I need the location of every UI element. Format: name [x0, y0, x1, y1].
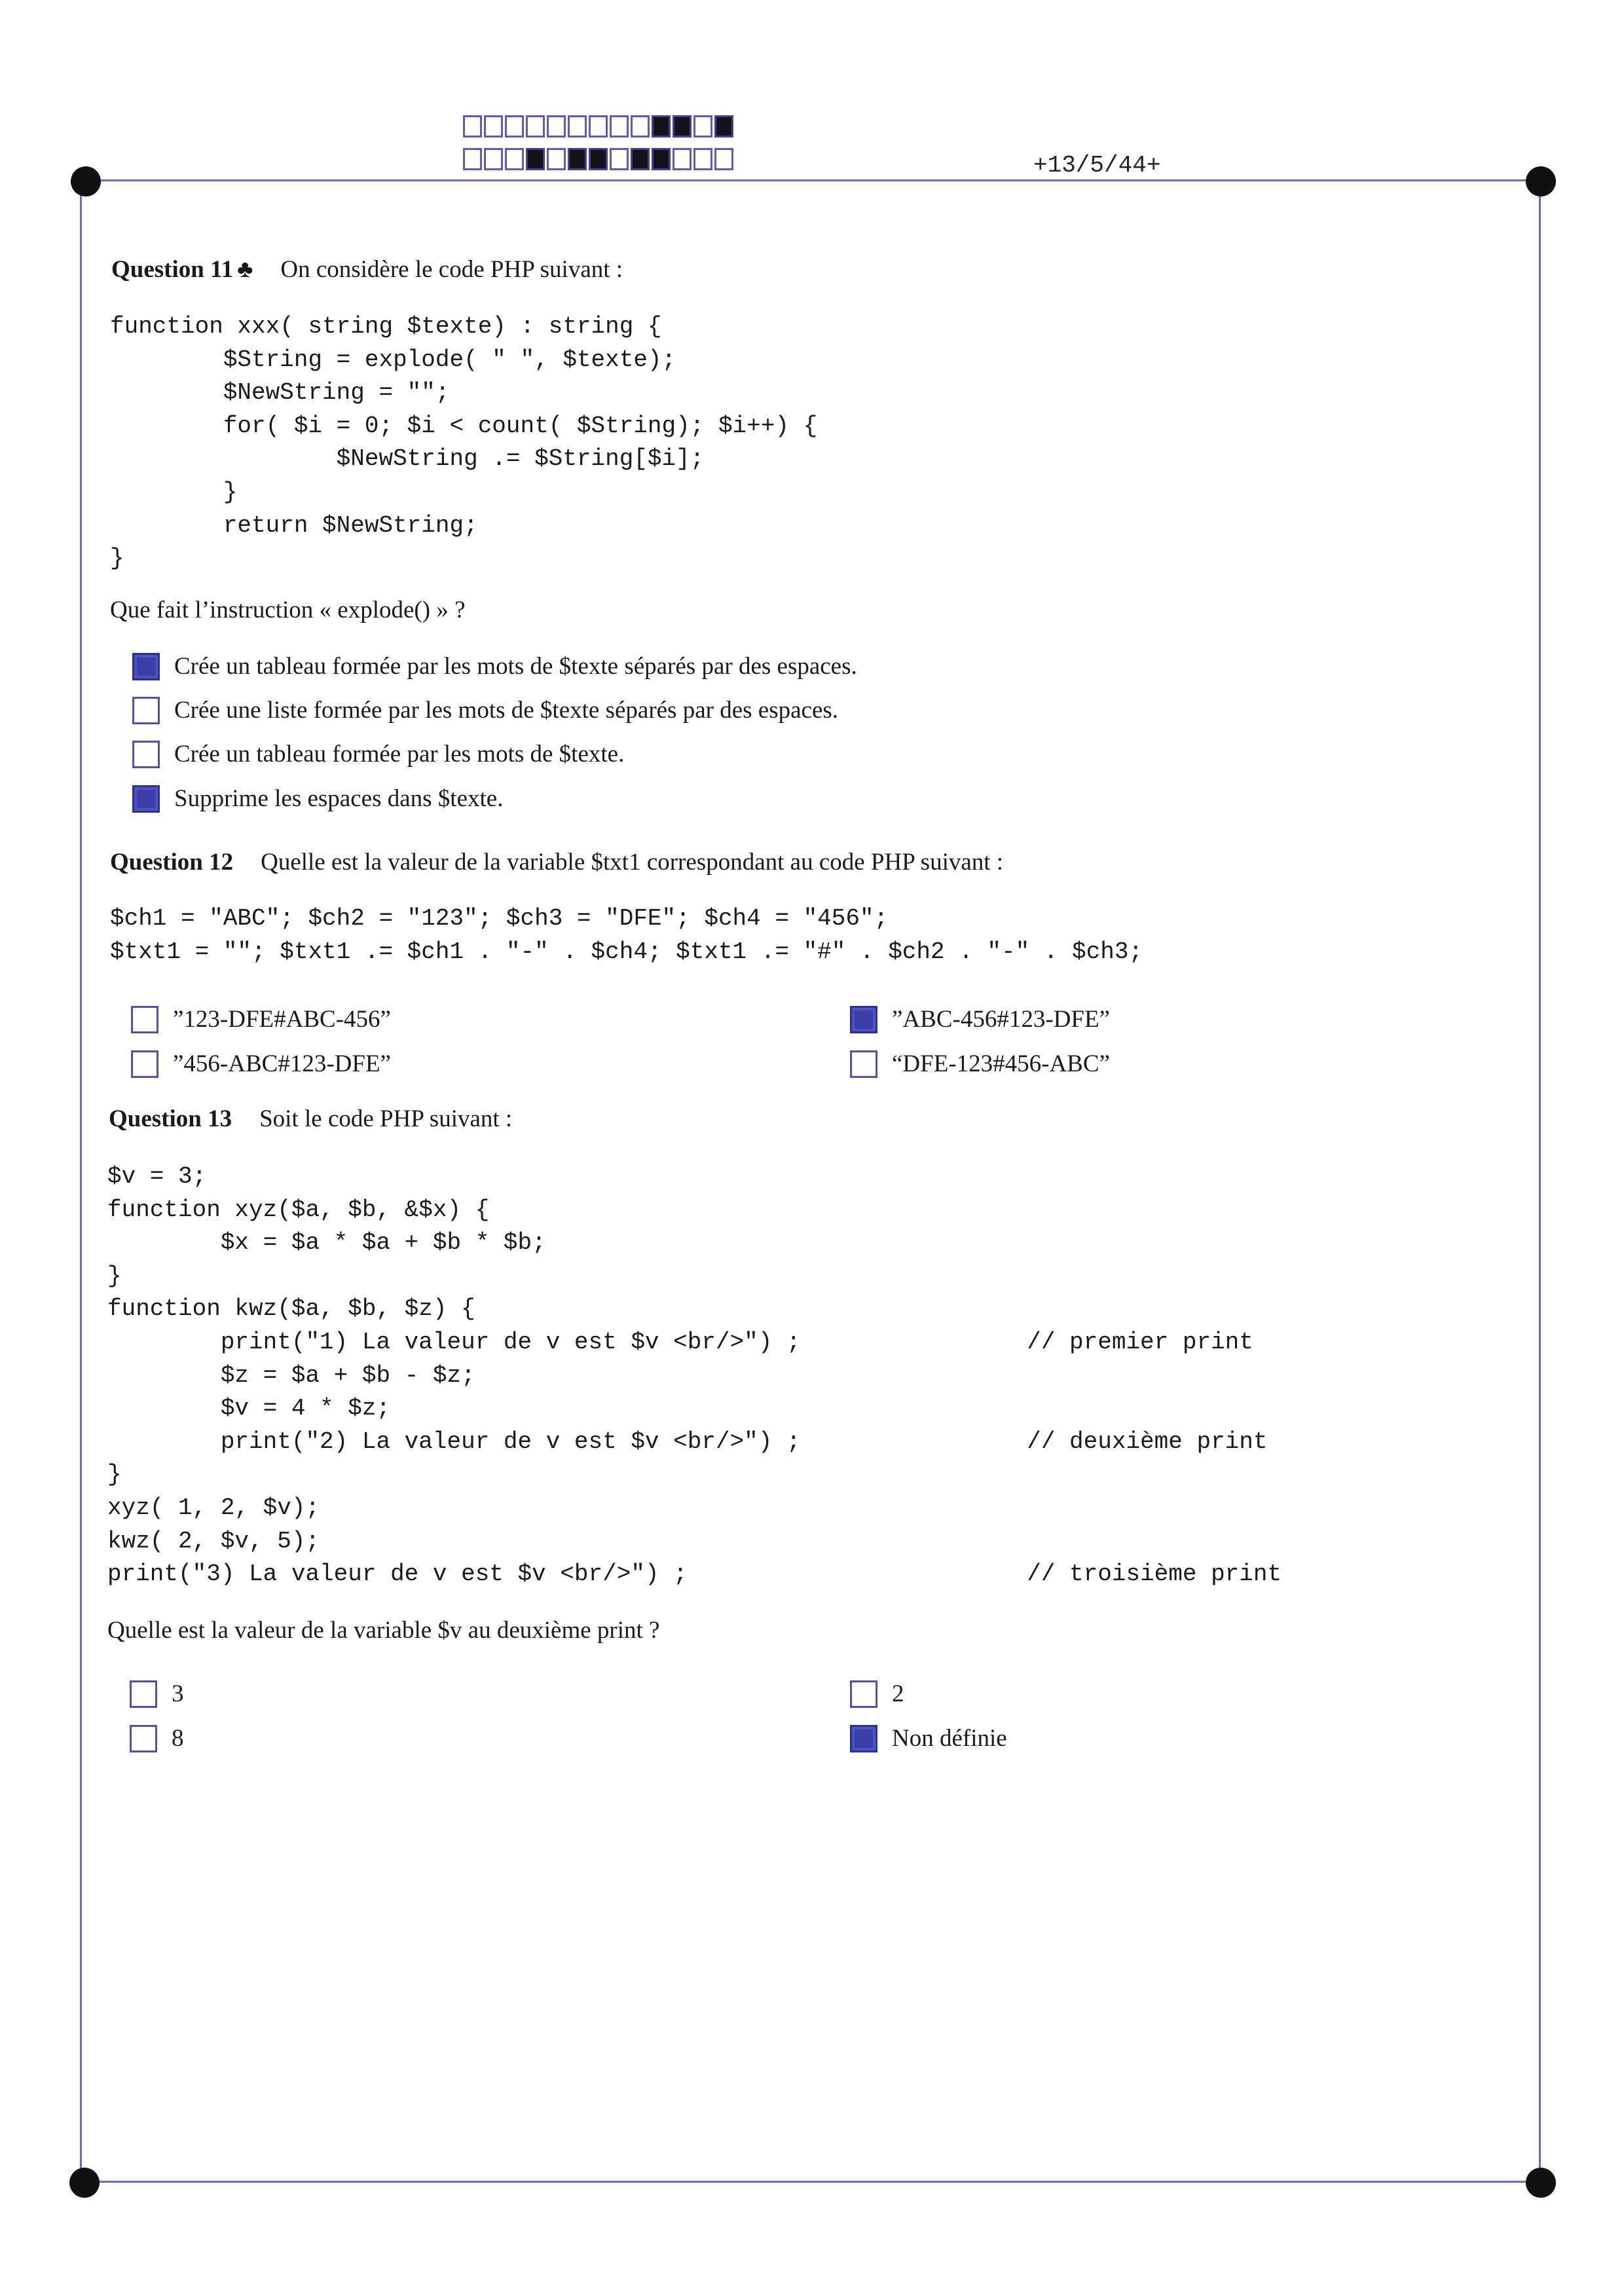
code-cell-empty	[610, 115, 629, 138]
corner-mark-top-right	[1526, 166, 1556, 196]
club-icon: ♣	[237, 256, 253, 283]
choice-label: Supprime les espaces dans $texte.	[174, 785, 504, 812]
choice-label: Crée une liste formée par les mots de $texte séparés par des espaces.	[174, 697, 839, 724]
checkbox[interactable]	[130, 1680, 157, 1708]
code-cell-empty	[484, 115, 503, 138]
q11-choice-4[interactable]	[132, 785, 503, 813]
question-text: On considère le code PHP suivant :	[280, 256, 623, 283]
code-cell-filled	[652, 115, 671, 138]
checkbox[interactable]	[132, 697, 160, 724]
checkbox[interactable]	[131, 1050, 158, 1078]
code-cell-filled	[589, 148, 608, 170]
code-cell-empty	[631, 115, 650, 138]
frame-bottom-line	[89, 2181, 1539, 2183]
question-11-code: function xxx( string $texte) : string { $String = explode( " ", $texte); $NewString = ""; for( $i = 0; $i < count( $String); $i++) { $NewString .= $String[$i]; } return $NewString; }	[110, 313, 818, 572]
code-cell-filled	[714, 115, 733, 138]
checkbox[interactable]	[850, 1050, 877, 1078]
q12-choice-3[interactable]	[131, 1050, 391, 1078]
choice-label: ”ABC-456#123-DFE”	[892, 1006, 1110, 1033]
checkbox[interactable]	[850, 1680, 877, 1708]
question-number: Question 13	[109, 1105, 232, 1132]
question-13-header	[109, 1105, 512, 1133]
checkbox[interactable]	[850, 1006, 877, 1033]
question-11-prompt: Que fait l’instruction « explode() » ?	[110, 597, 466, 623]
code-cell-empty	[610, 148, 629, 170]
checkbox[interactable]	[132, 741, 160, 768]
choice-label: 3	[172, 1680, 184, 1707]
checkbox[interactable]	[132, 785, 160, 813]
checkbox[interactable]	[850, 1725, 877, 1752]
frame-top-line	[89, 179, 1539, 181]
q11-choice-1[interactable]	[132, 652, 857, 680]
code-cell-filled	[526, 148, 545, 170]
page-code-boxes-row-2	[463, 148, 735, 170]
choice-label: Crée un tableau formée par les mots de $texte séparés par des espaces.	[174, 653, 857, 680]
code-cell-empty	[505, 148, 524, 170]
question-13-prompt: Quelle est la valeur de la variable $v au deuxième print ?	[107, 1617, 660, 1644]
q13-choice-3[interactable]	[130, 1724, 184, 1752]
q13-choice-4[interactable]	[850, 1724, 1007, 1752]
code-cell-filled	[631, 148, 650, 170]
choice-label: Crée un tableau formée par les mots de $texte.	[174, 741, 625, 768]
choice-label: 8	[172, 1725, 184, 1752]
page-id: +13/5/44+	[1033, 152, 1161, 179]
corner-mark-bottom-right	[1526, 2168, 1556, 2198]
q11-choice-2[interactable]	[132, 696, 838, 724]
q12-choice-1[interactable]	[131, 1005, 391, 1033]
choice-label: “DFE-123#456-ABC”	[892, 1050, 1110, 1077]
code-cell-empty	[463, 115, 482, 138]
code-cell-filled	[652, 148, 671, 170]
checkbox[interactable]	[131, 1006, 158, 1033]
question-12-code: $ch1 = "ABC"; $ch2 = "123"; $ch3 = "DFE"; $ch4 = "456"; $txt1 = ""; $txt1 .= $ch1 . "-" . $ch4; $txt1 .= "#" . $ch2 . "-" . $ch3;	[110, 905, 1143, 965]
frame-left-line	[80, 186, 82, 2174]
question-number: Question 11 ♣	[111, 256, 253, 283]
checkbox[interactable]	[130, 1725, 157, 1752]
code-cell-empty	[547, 115, 566, 138]
code-cell-empty	[526, 115, 545, 138]
frame-right-line	[1539, 186, 1541, 2174]
code-cell-empty	[505, 115, 524, 138]
question-text: Soit le code PHP suivant :	[259, 1105, 513, 1132]
code-cell-filled	[568, 148, 587, 170]
choice-label: Non définie	[892, 1725, 1007, 1752]
corner-mark-top-left	[71, 166, 101, 196]
checkbox[interactable]	[132, 653, 160, 680]
page-code-boxes-row-1	[463, 115, 735, 138]
question-13-code: $v = 3; function xyz($a, $b, &$x) { $x = $a * $a + $b * $b; } function kwz($a, $b, $z) { print("1) La valeur de v est $v <br/>") ; // premier print $z = $a + $b - $z; $v = 4 * $z; print("2) La valeur de v est $v <br/>") ; // deuxième print } xyz( 1, 2, $v); kwz( 2, $v, 5); print("3) La valeur de v est $v <br/>") ; // troisième print	[107, 1163, 1282, 1588]
code-cell-filled	[673, 115, 692, 138]
corner-mark-bottom-left	[69, 2168, 100, 2198]
q13-choice-1[interactable]	[130, 1680, 184, 1708]
code-cell-empty	[589, 115, 608, 138]
code-cell-empty	[463, 148, 482, 170]
code-cell-empty	[693, 115, 712, 138]
choice-label: ”456-ABC#123-DFE”	[173, 1050, 391, 1077]
code-cell-empty	[547, 148, 566, 170]
code-cell-empty	[673, 148, 692, 170]
code-cell-empty	[693, 148, 712, 170]
q12-choice-4[interactable]	[850, 1050, 1110, 1078]
choice-label: ”123-DFE#ABC-456”	[173, 1006, 391, 1033]
q13-choice-2[interactable]	[850, 1680, 904, 1708]
question-12-header	[110, 848, 1003, 876]
q11-choice-3[interactable]	[132, 740, 624, 768]
code-cell-empty	[714, 148, 733, 170]
question-number: Question 12	[110, 849, 234, 876]
choice-label: 2	[892, 1680, 904, 1707]
question-text: Quelle est la valeur de la variable $txt1 correspondant au code PHP suivant :	[261, 849, 1004, 876]
q12-choice-2[interactable]	[850, 1005, 1110, 1033]
code-cell-empty	[484, 148, 503, 170]
question-11-header	[111, 255, 623, 284]
code-cell-empty	[568, 115, 587, 138]
